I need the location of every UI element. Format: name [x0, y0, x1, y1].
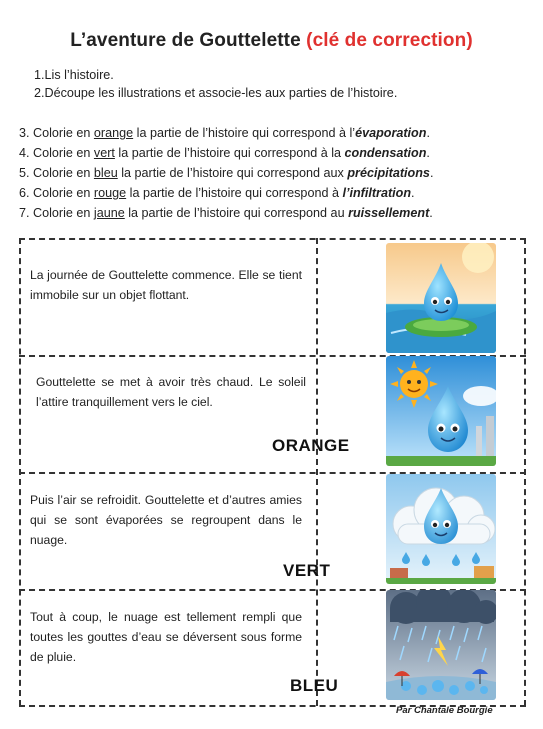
step-text: Lis l’histoire. [44, 68, 114, 82]
color-step: 6. Colorie en rouge la partie de l’histoire qui correspond à l’infiltration. [19, 186, 415, 200]
cut-line [19, 238, 21, 706]
droplet-rain-icon [386, 590, 496, 700]
cut-line [524, 238, 526, 706]
color-word: rouge [93, 186, 127, 200]
droplet-cloud-icon [386, 474, 496, 584]
story-part-4: Tout à coup, le nuage est tellement rempli que toutes les gouttes d’eau se déversent sous forme de pluie. [30, 610, 302, 664]
color-step: 5. Colorie en bleu la partie de l’histoire qui correspond aux précipitations. [19, 166, 434, 180]
cycle-term: l’infiltration [342, 186, 412, 200]
color-word: bleu [93, 166, 118, 180]
story-part-1: La journée de Gouttelette commence. Elle se tient immobile sur un objet flottant. [30, 268, 302, 302]
answer-label: BLEU [290, 676, 339, 695]
cycle-term: évaporation [355, 126, 427, 140]
step-text: Découpe les illustrations et associe-les aux parties de l’histoire. [44, 86, 398, 100]
author-credit: Par Chantale Bourgie [396, 705, 493, 716]
cut-line [316, 238, 318, 706]
droplet-on-float-icon [386, 243, 496, 353]
step-number: 1. [34, 68, 45, 82]
story-part-3: Puis l’air se refroidit. Gouttelette et d’autres amies qui se sont évaporées se regroupent dans le nuage. [30, 493, 302, 547]
cycle-term: condensation [344, 146, 427, 160]
color-word: orange [93, 126, 134, 140]
step-number: 2. [34, 86, 45, 100]
cycle-term: ruissellement [348, 206, 430, 220]
cut-line [19, 238, 526, 240]
color-step: 3. Colorie en orange la partie de l’histoire qui correspond à l’évaporation. [19, 126, 430, 140]
color-step: 7. Colorie en jaune la partie de l’histoire qui correspond au ruissellement. [19, 206, 433, 220]
title-highlight: (clé de correction) [306, 30, 473, 51]
color-word: vert [93, 146, 115, 160]
color-word: jaune [93, 206, 125, 220]
answer-label: VERT [283, 561, 331, 580]
title-main: L’aventure de Gouttelette [70, 30, 301, 51]
color-step: 4. Colorie en vert la partie de l’histoire qui correspond à la condensation. [19, 146, 430, 160]
story-part-2: Gouttelette se met à avoir très chaud. Le soleil l’attire tranquillement vers le ciel. [36, 375, 306, 409]
droplet-sun-icon [386, 356, 496, 466]
cycle-term: précipitations [347, 166, 430, 180]
answer-label: ORANGE [272, 436, 350, 455]
